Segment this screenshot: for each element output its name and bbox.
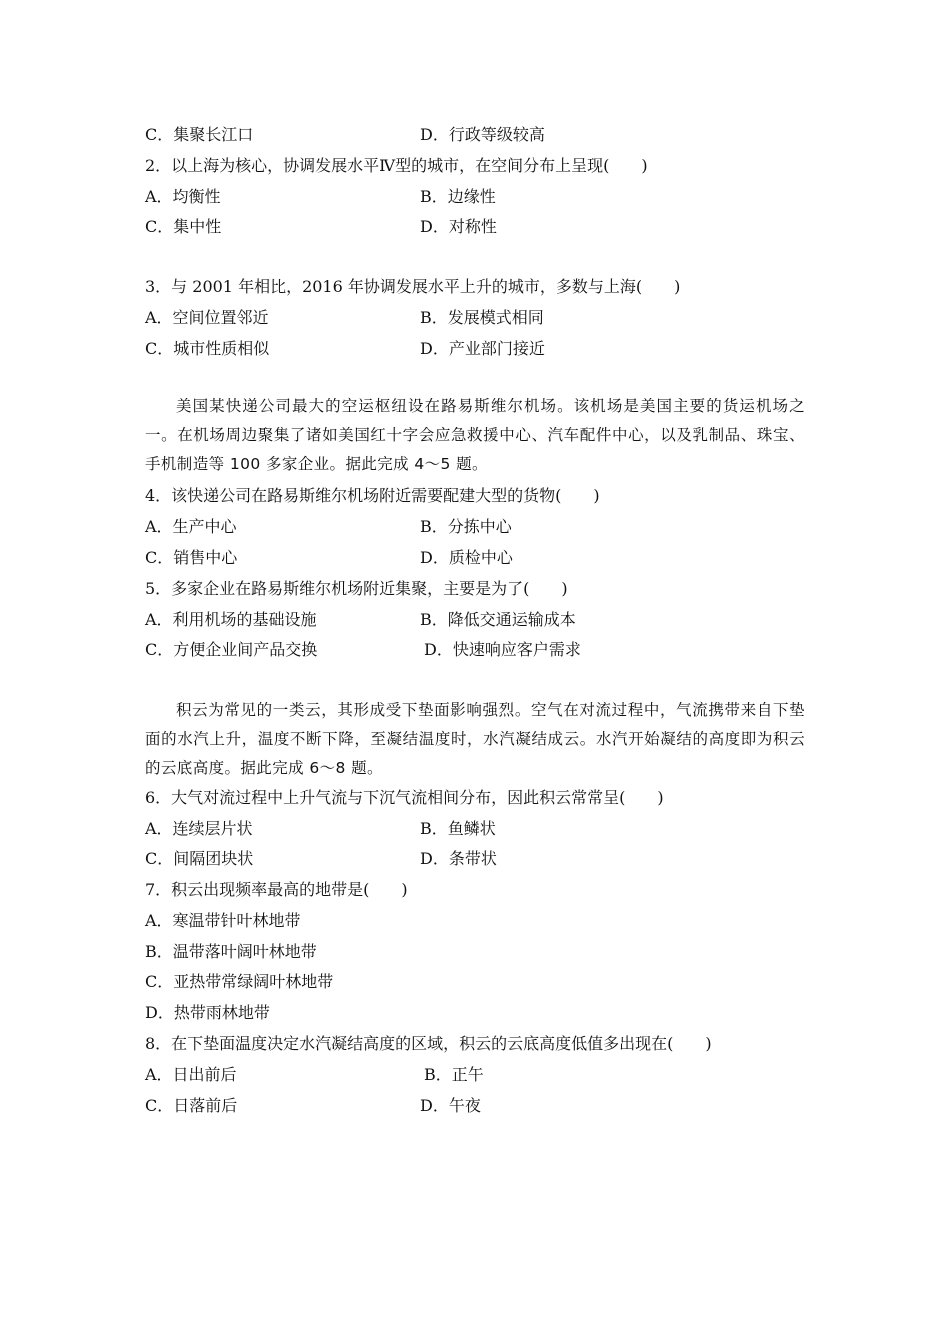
q8-option-c: C．日落前后 xyxy=(145,1096,238,1115)
q6-option-d: D．条带状 xyxy=(420,849,497,868)
q7-option-b: B．温带落叶阔叶林地带 xyxy=(145,942,317,961)
q2-option-c: C．集中性 xyxy=(145,217,222,236)
q5-option-b: B．降低交通运输成本 xyxy=(420,610,576,629)
q7-stem: 7．积云出现频率最高的地带是( ) xyxy=(145,880,408,899)
q5-option-c: C．方便企业间产品交换 xyxy=(145,640,318,659)
q8-option-d: D．午夜 xyxy=(420,1096,481,1115)
q8-stem: 8．在下垫面温度决定水汽凝结高度的区域，积云的云底高度低值多出现在( ) xyxy=(145,1034,712,1053)
q2-option-b: B．边缘性 xyxy=(420,187,496,206)
q2-option-a: A．均衡性 xyxy=(145,187,221,206)
q3-option-a: A．空间位置邻近 xyxy=(145,308,269,327)
passage-cumulus: 积云为常见的一类云，其形成受下垫面影响强烈。空气在对流过程中，气流携带来自下垫面的水汽上升，温度不断下降，至凝结温度时，水汽凝结成云。水汽开始凝结的高度即为积云的云底高度。据此完成 6～8 题。 xyxy=(145,701,805,777)
q3-option-d: D．产业部门接近 xyxy=(420,339,545,358)
q5-option-a: A．利用机场的基础设施 xyxy=(145,610,317,629)
q5-stem: 5．多家企业在路易斯维尔机场附近集聚，主要是为了( ) xyxy=(145,579,568,598)
q1-option-d: D．行政等级较高 xyxy=(420,125,545,144)
q4-option-d: D．质检中心 xyxy=(420,548,513,567)
passage-airport: 美国某快递公司最大的空运枢纽设在路易斯维尔机场。该机场是美国主要的货运机场之一。在机场周边聚集了诸如美国红十字会应急救援中心、汽车配件中心，以及乳制品、珠宝、手机制造等 100 多家企业。据此完成 4～5 题。 xyxy=(145,397,805,473)
q2-stem: 2．以上海为核心，协调发展水平Ⅳ型的城市，在空间分布上呈现( ) xyxy=(145,156,648,175)
q5-option-d: D．快速响应客户需求 xyxy=(424,640,581,659)
q1-option-c: C．集聚长江口 xyxy=(145,125,254,144)
q2-option-d: D．对称性 xyxy=(420,217,497,236)
q4-option-a: A．生产中心 xyxy=(145,517,237,536)
q6-option-c: C．间隔团块状 xyxy=(145,849,254,868)
q3-option-c: C．城市性质相似 xyxy=(145,339,270,358)
q3-stem: 3．与 2001 年相比，2016 年协调发展水平上升的城市，多数与上海( ) xyxy=(145,277,681,296)
q4-option-c: C．销售中心 xyxy=(145,548,238,567)
q7-option-d: D．热带雨林地带 xyxy=(145,1003,270,1022)
q7-option-a: A．寒温带针叶林地带 xyxy=(145,911,301,930)
q6-option-b: B．鱼鳞状 xyxy=(420,819,496,838)
q4-option-b: B．分拣中心 xyxy=(420,517,512,536)
q6-stem: 6．大气对流过程中上升气流与下沉气流相间分布，因此积云常常呈( ) xyxy=(145,788,664,807)
q3-option-b: B．发展模式相同 xyxy=(420,308,544,327)
q6-option-a: A．连续层片状 xyxy=(145,819,253,838)
q4-stem: 4．该快递公司在路易斯维尔机场附近需要配建大型的货物( ) xyxy=(145,486,600,505)
q8-option-b: B．正午 xyxy=(424,1065,484,1084)
q8-option-a: A．日出前后 xyxy=(145,1065,237,1084)
q7-option-c: C．亚热带常绿阔叶林地带 xyxy=(145,972,334,991)
